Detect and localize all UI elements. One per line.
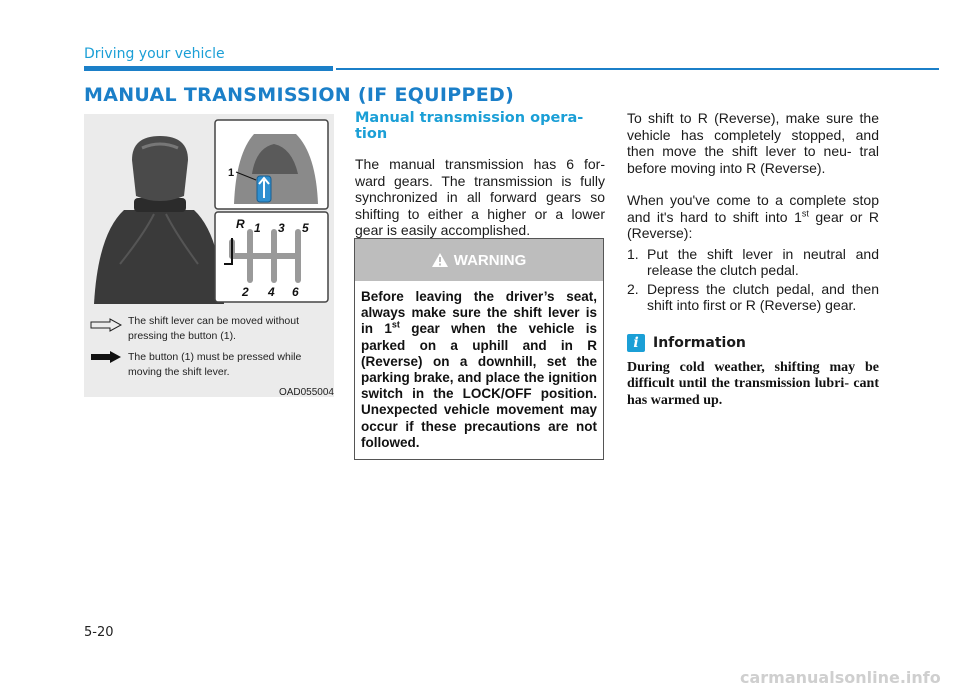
gear-label-3: 3 (278, 221, 285, 235)
header-rule-thick (84, 66, 333, 71)
subsection-title: Manual transmission opera- tion (355, 110, 584, 142)
gear-label-5: 5 (302, 221, 309, 235)
shift-steps-list (627, 246, 879, 314)
warning-text-end: gear when the vehicle is parked on a uphill and in R (Reverse) on a downhill, set the parking brake, and place the ignition switch in the LOCK/OFF position. Unexpected vehicle movement may occur if these precautions are not followed. (361, 321, 597, 450)
step-text: Put the shift lever in neutral and release the clutch pedal. (647, 245, 879, 278)
complete-stop-paragraph (627, 192, 879, 242)
stop-ordinal: st (801, 207, 809, 218)
information-text: During cold weather, shifting may be difficult until the transmission lubri- cant has warmed up. (627, 359, 879, 408)
gear-label-1: 1 (254, 221, 261, 235)
figure-caption-pressed: The button (1) must be pressed while moving the shift lever. (128, 351, 302, 378)
warning-ordinal: st (391, 319, 400, 330)
information-label: Information (653, 334, 746, 351)
warning-label: WARNING (453, 251, 527, 269)
stop-text-end: gear or R (Reverse): (627, 208, 879, 241)
reverse-column (627, 110, 879, 409)
section-header: Driving your vehicle (84, 46, 225, 62)
reverse-paragraph: To shift to R (Reverse), make sure the vehicle has completely stopped, and then move the shift lever to neu- tral before moving into R (Reverse). (627, 110, 879, 176)
step-number: 1. (627, 245, 639, 262)
warning-text (355, 281, 603, 451)
step-text: Depress the clutch pedal, and then shift into first or R (Reverse) gear. (647, 280, 879, 313)
step-number: 2. (627, 280, 639, 297)
gear-label-6: 6 (292, 285, 299, 299)
figure-code: OAD055004 (278, 387, 334, 398)
shift-knob (132, 136, 188, 201)
information-header (627, 334, 879, 352)
solid-arrow-icon (90, 350, 122, 364)
info-icon: i (627, 334, 645, 352)
outline-arrow-icon (90, 318, 122, 332)
warning-box (354, 238, 604, 460)
gear-label-4: 4 (268, 285, 275, 299)
list-item (627, 246, 879, 279)
figure-caption-unpressed: The shift lever can be moved without pressing the button (1). (128, 315, 300, 342)
warning-header (355, 239, 603, 281)
figure-panel (84, 114, 334, 397)
list-item (627, 281, 879, 314)
callout-number: 1 (228, 167, 235, 179)
page-title: MANUAL TRANSMISSION (IF EQUIPPED) (84, 84, 515, 106)
header-rule-thin (336, 68, 939, 70)
gear-label-2: 2 (242, 285, 249, 299)
page-number: 5-20 (84, 625, 114, 640)
warning-triangle-icon (432, 253, 448, 267)
shift-boot (94, 210, 224, 304)
watermark: carmanualsonline.info (740, 668, 941, 687)
intro-column (355, 110, 605, 239)
gear-label-r: R (236, 217, 245, 231)
stop-text-start: When you've come to a complete stop and it's hard to shift into 1 (627, 192, 879, 225)
intro-paragraph: The manual transmission has 6 for- ward gears. The transmission is fully synchronized in all forward gears so shifting to either a higher or a lower gear is easily accomplished. (355, 156, 605, 238)
warning-text-start: Before leaving the driver’s seat, always make sure the shift lever is in 1 (361, 289, 597, 337)
gear-shifter-illustration (84, 114, 334, 314)
